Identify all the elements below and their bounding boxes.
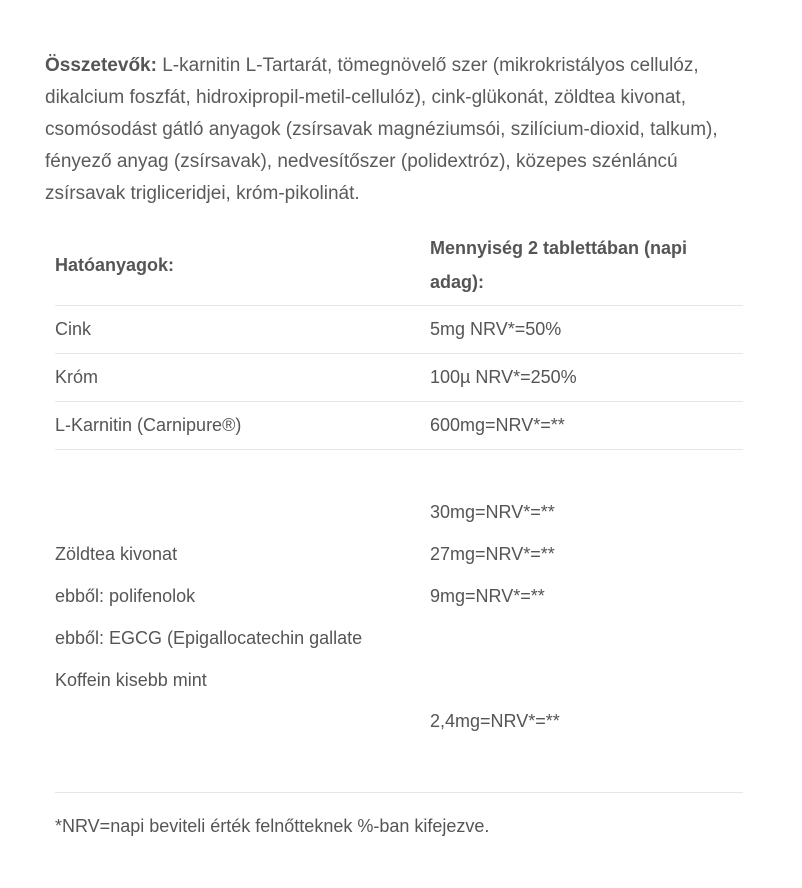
nrv-footnote: *NRV=napi beviteli érték felnőtteknek %-ban kifejezve. [55, 816, 490, 836]
table-row [55, 306, 743, 354]
name-caffeine: Koffein kisebb mint [55, 670, 207, 690]
table-row [55, 354, 743, 402]
row-amount: 100µ NRV*=250% [430, 354, 743, 402]
ingredients-text: L-karnitin L-Tartarát, tömegnövelő szer (mikrokristályos cellulóz, dikalcium foszfát, hidroxipropil-metil-cellulóz), cink-glükonát, zöldtea kivonat, csomósodást gátló anyagok (zsírsavak magnéziumsói, szilícium-dioxid, talkum), fényező anyag (zsírsavak), nedvesítőszer (polidextróz), közepes szénláncú zsírsavak trigliceridjei, króm-pikolinát. [45, 55, 718, 204]
name-green-tea-extract: Zöldtea kivonat [55, 544, 178, 564]
table-row-green-tea [55, 450, 743, 793]
header-amount: Mennyiség 2 tablettában (napi adag): [430, 225, 743, 306]
row-amount: 600mg=NRV*=** [430, 402, 743, 450]
name-polyphenols: ebből: polifenolok [55, 586, 196, 606]
multi-names-cell [55, 450, 430, 793]
name-egcg: ebből: EGCG (Epigallocatechin gallate [55, 628, 363, 648]
amount-polyphenols: 27mg=NRV*=** [430, 544, 555, 564]
amount-green-tea-extract: 30mg=NRV*=** [430, 502, 555, 522]
table-header-row [55, 225, 743, 306]
nutrition-table [55, 225, 743, 793]
row-name: Króm [55, 354, 430, 402]
ingredients-paragraph [45, 50, 745, 210]
amount-caffeine: 2,4mg=NRV*=** [430, 711, 560, 731]
ingredients-label: Összetevők: [45, 55, 157, 76]
multi-amounts-cell [430, 450, 743, 793]
row-name: Cink [55, 306, 430, 354]
row-name: L-Karnitin (Carnipure®) [55, 402, 430, 450]
amount-egcg: 9mg=NRV*=** [430, 586, 545, 606]
header-active-ingredients: Hatóanyagok: [55, 225, 430, 306]
table-row [55, 402, 743, 450]
row-amount: 5mg NRV*=50% [430, 306, 743, 354]
